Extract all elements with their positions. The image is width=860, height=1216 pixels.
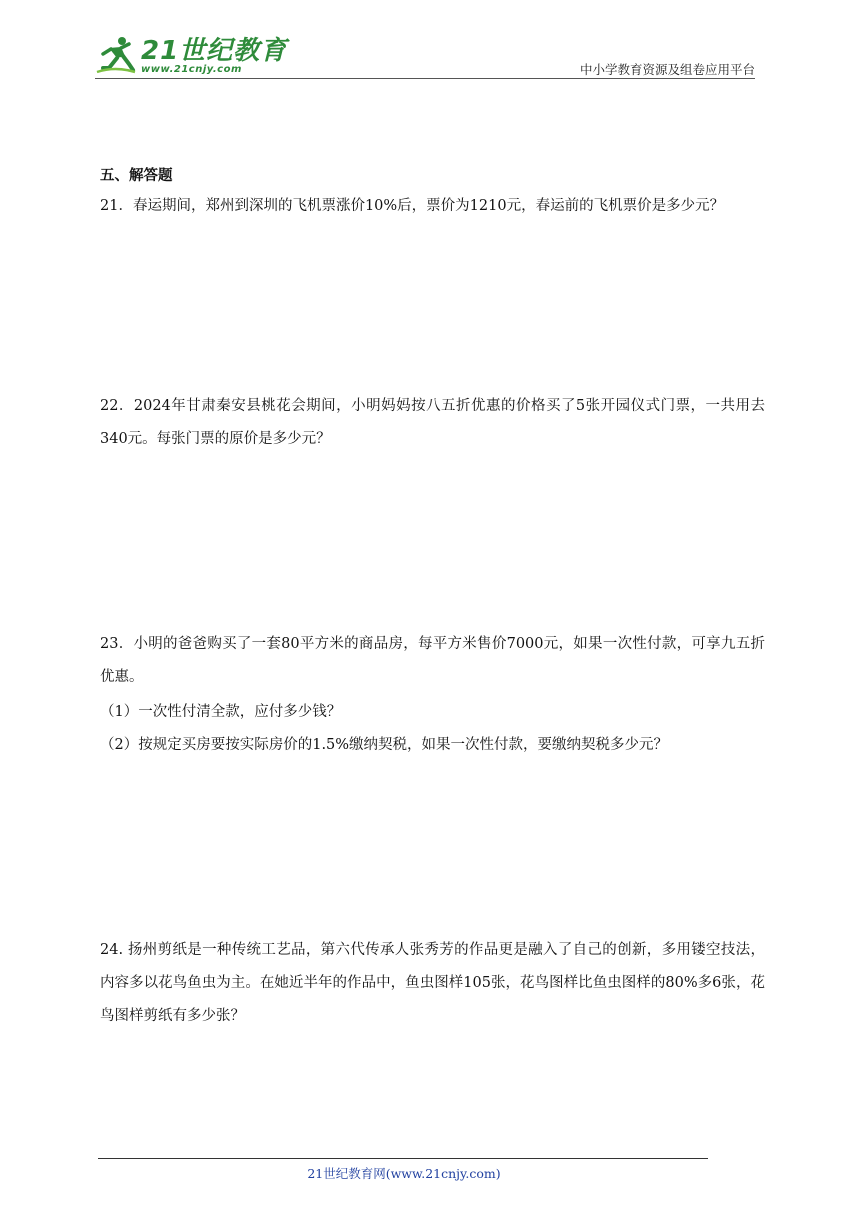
- platform-name: 中小学教育资源及组卷应用平台: [579, 62, 755, 77]
- question-23-sub-1: （1）一次性付清全款，应付多少钱？: [100, 704, 342, 720]
- runner-icon: [95, 34, 137, 76]
- header-divider: [95, 78, 755, 79]
- question-23: 23．小明的爸爸购买了一套80平方米的商品房，每平方米售价7000元，如果一次性付款，可享九五折优惠。: [100, 636, 765, 685]
- question-21: 21．春运期间，郑州到深圳的飞机票涨价10%后，票价为1210元，春运前的飞机票价是多少元？: [100, 198, 725, 214]
- section-title: 五、解答题: [100, 168, 173, 184]
- question-23-sub-2: （2）按规定买房要按实际房价的1.5%缴纳契税，如果一次性付款，要缴纳契税多少元？: [100, 737, 669, 753]
- logo-main-text: 21世纪教育: [141, 36, 288, 66]
- page-header: [95, 30, 755, 80]
- logo: [95, 34, 287, 76]
- footer-divider: [98, 1158, 708, 1159]
- question-22: 22．2024年甘肃秦安县桃花会期间，小明妈妈按八五折优惠的价格买了5张开园仪式门票，一共用去340元。每张门票的原价是多少元？: [100, 398, 765, 447]
- logo-url-text: www.21cnjy.com: [141, 64, 242, 75]
- footer-link[interactable]: 21世纪教育网(www.21cnjy.com): [307, 1166, 501, 1181]
- question-24: 24. 扬州剪纸是一种传统工艺品，第六代传承人张秀芳的作品更是融入了自己的创新，多用镂空技法，内容多以花鸟鱼虫为主。在她近半年的作品中，鱼虫图样105张，花鸟图样比鱼虫图样的80%多6张，花鸟图样剪纸有多少张？: [100, 942, 765, 1024]
